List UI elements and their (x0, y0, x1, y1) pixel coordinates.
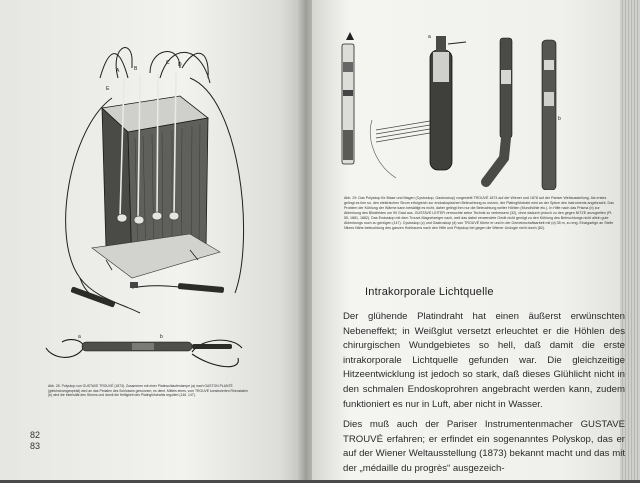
svg-text:b: b (160, 334, 163, 340)
left-figure-caption: Abb. 28. Polyskop von GUSTAVE TROUVÉ (1873). Zusammen mit einer Platinschlaufenlampe (a) nach GASTON PLANTÉ (gleichstromgespeist) wird an das Pedalen des Schlosses gewonnen; es dient. Mittels eines, vom TROUVÉ konstruierten Rheostaten (b) wird die Intensität des Stroms und damit die Helligkeit des Platinglühdrahts reguliert (146, 147). (48, 384, 248, 398)
svg-text:a: a (428, 34, 431, 40)
page-number-83: 83 (30, 441, 41, 451)
svg-text:b: b (558, 116, 561, 122)
svg-text:E: E (106, 86, 110, 92)
body-paragraph-1: Der glühende Platindraht hat einen äußerst erwünschten Nebeneffekt; in Weißglut versetzt erleuchtet er die Höhlen des chirurgischen Wundgebietes so hell, daß damit die erste intrakorporale Lichtquelle gefunden war. Die gleichzeitige Hitzeentwicklung ist jedoch so stark, daß dieses Glühlicht nicht in den schmalen Endoskoprohren angebracht werden kann, zudem funktioniert es nur in Luft, aber nicht in Wasser. (343, 311, 625, 410)
svg-text:C: C (166, 60, 170, 66)
svg-text:a: a (78, 334, 81, 340)
body-text (343, 310, 625, 483)
polyskop-instruments-illustration (336, 30, 576, 190)
section-heading: Intrakorporale Lichtquelle (365, 286, 494, 298)
rheostat-instrument-illustration (42, 328, 252, 382)
svg-text:B: B (134, 66, 138, 72)
right-figure-caption: Abb. 29. Das Polyskop für Blase und Magen (Cystoskop, Gastroskop) vorgestellt TROUVÉ 1873 auf der Wiener und 1878 auf der Pariser Weltausstellung. Als erstes gelingt es ihm so, den elektrischen Strom erfolgreich zur endoskopischen Beleuchtung zu nutzen, der Platinglühdraht wird an der Spitze des Instruments angebracht. Das Problem der Kühlung der Wärme kann bewältigt es nicht, daher gelingt ihm nur die Beleuchtung weiter Höhlen (Mundhöhle etc.). In Hilfe nach das Prisma (b) zur Ablenkung des Blickfeldes um 90 Grad aus. GUSTAVE LEITER vermochte seine Technik zu verbessern (32), ohne dadurch jedoch zu den gegen NITZE anzugreifen (Pl. 55, 1881, 1882). Das Endoskop mit dem Trouvé-Magnetzeiger nach, weil das dabei verwendete Gerät nicht genügt zu den Kühlung des Beleuchtungs nicht allein gute Ablenkungs noch zu genügen (147). Cystoskop (c) und Gastroskop (d) von TROUVÉ führte er und in der Gemeinschaftsarbeit mit (d) 35 m, zu eng. Einzigartige an Stelle Nitzes Nähe beleuchtung des ganzen Hohlraums nach den Hilfe und Polyskop bei gegen die Wiener Urologie nicht durch (82). (344, 196, 614, 230)
page-number-82: 82 (30, 430, 41, 440)
battery-apparatus-illustration (40, 38, 260, 328)
svg-text:A: A (116, 68, 120, 74)
body-paragraph-2: Dies muß auch der Pariser Instrumentenmacher GUSTAVE TROUVÉ erfahren; er erfindet ein sogenanntes Polyskop, das er auf der Wiener Weltausstellung (1873) bekannt macht und das mit der „médaille du progrès“ ausgezeich- (343, 419, 625, 474)
svg-text:D: D (178, 62, 182, 68)
